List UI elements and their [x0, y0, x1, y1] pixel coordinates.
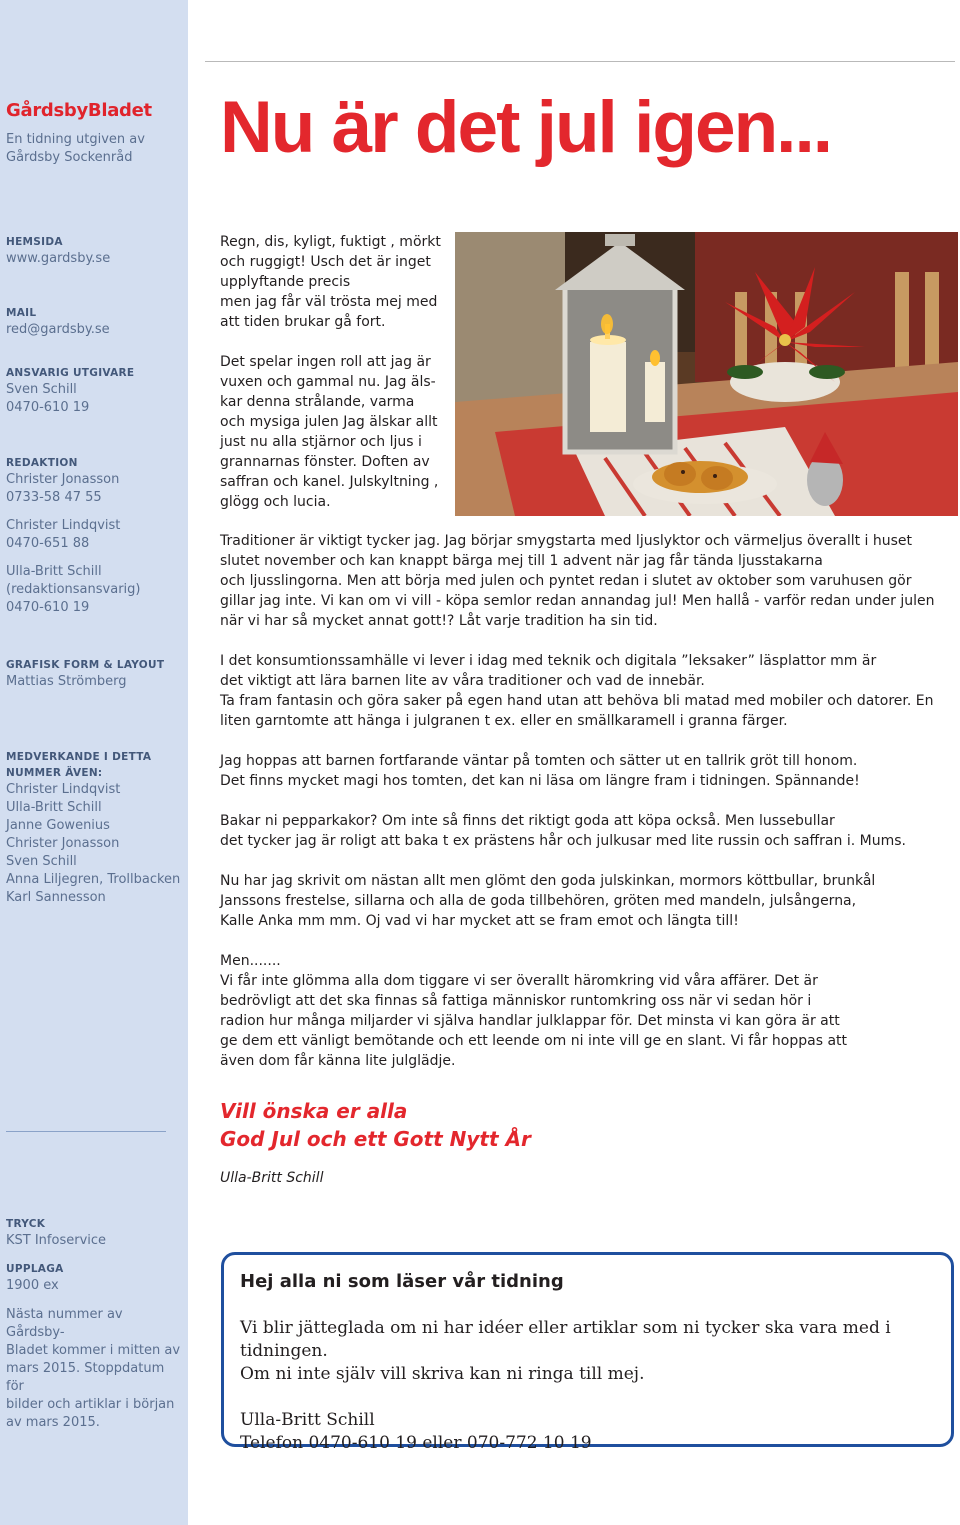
text-line: Ta fram fantasin och göra saker på egen hand utan att behöva bli matad med mobiler och datorer. En: [220, 693, 934, 709]
hemsida-link[interactable]: www.gardsby.se: [6, 251, 111, 266]
greeting-line: Vill önska er alla: [220, 1099, 408, 1123]
redaktion-phone: 0470-610 19: [6, 600, 90, 615]
text-line: och ruggigt! Usch det är inget: [220, 254, 431, 270]
text-line: saffran och kanel. Julskyltning ,: [220, 474, 439, 490]
callout-name: Ulla-Britt Schill: [240, 1410, 375, 1430]
text-line: vuxen och gammal nu. Jag äls-: [220, 374, 436, 390]
grafisk-block: [6, 657, 184, 691]
text-line: just nu alla stjärnor och ljus i: [220, 434, 422, 450]
text-line: och mysiga julen Jag älskar allt: [220, 414, 438, 430]
medverkande-label: MEDVERKANDE I DETTA: [6, 751, 152, 763]
text-line: I det konsumtionssamhälle vi lever i idag med teknik och digitala ”leksaker” läsplattor mm är: [220, 653, 877, 669]
text-line: men jag får väl trösta mej med: [220, 294, 438, 310]
redaktion-note: (redaktionsansvarig): [6, 582, 141, 597]
medverkande-name: Karl Sannesson: [6, 890, 106, 905]
redaktion-name: Christer Jonasson: [6, 472, 120, 487]
utgivare-block: [6, 365, 184, 417]
hemsida-label: HEMSIDA: [6, 236, 63, 248]
mail-link[interactable]: red@gardsby.se: [6, 322, 110, 337]
nasta-nummer: [6, 1306, 184, 1432]
text-line: Kalle Anka mm mm. Oj vad vi har mycket att se fram emot och längta till!: [220, 913, 739, 929]
nasta-line: Bladet kommer i mitten av: [6, 1343, 181, 1358]
signature: Ulla-Britt Schill: [220, 1170, 324, 1186]
text-line: kar denna strålande, varma: [220, 394, 415, 410]
text-line: Janssons frestelse, sillarna och alla de goda tillbehören, gröten med mandeln, julsångerna,: [220, 893, 857, 909]
masthead-tagline: [6, 131, 184, 167]
upplaga-value: 1900 ex: [6, 1278, 59, 1293]
callout-body: [240, 1317, 940, 1455]
text-line: bedrövligt att det ska finnas så fattiga människor runtomkring oss när vi sedan hör i: [220, 993, 812, 1009]
tryck-name: KST Infoservice: [6, 1233, 107, 1248]
text-line: radion hur många miljarder vi själva handlar julklappar för. Det minsta vi kan göra är att: [220, 1013, 840, 1029]
text-line: slutet november och kan knappt bärga mej till 1 advent när jag får tända ljusstakarna: [220, 553, 823, 569]
grafisk-name: Mattias Strömberg: [6, 674, 127, 689]
callout-phone: Telefon 0470-610 19 eller 070-772 10 19: [240, 1433, 592, 1453]
text-line: det viktigt att lära barnen lite av våra traditioner och vad de innebär.: [220, 673, 705, 689]
medverkande-block: [6, 749, 184, 907]
text-line: det tycker jag är roligt att baka t ex prästens hår och julkusar med lite russin och saffran i. Mums.: [220, 833, 906, 849]
text-line: upplyftande precis: [220, 274, 351, 290]
medverkande-name: Christer Jonasson: [6, 836, 120, 851]
text-line: Vi får inte glömma alla dom tiggare vi ser överallt häromkring vid våra affärer. Det är: [220, 973, 818, 989]
text-line: ge dem ett vänligt bemötande och ett leende om ni inte vill ge en slant. Vi får hoppas att: [220, 1033, 847, 1049]
grafisk-label: GRAFISK FORM & LAYOUT: [6, 659, 165, 671]
text-line: Det finns mycket magi hos tomten, det kan ni läsa om längre fram i tidningen. Spännande!: [220, 773, 860, 789]
tagline-line: Gårdsby Sockenråd: [6, 150, 133, 165]
callout-line: Vi blir jätteglada om ni har idéer eller artiklar som ni tycker ska vara med i tidningen.: [240, 1318, 891, 1361]
redaktion-phone: 0733-58 47 55: [6, 490, 102, 505]
article-paragraph: [220, 871, 955, 931]
greeting-line: God Jul och ett Gott Nytt År: [220, 1127, 531, 1151]
article-paragraph: [220, 651, 955, 731]
mail-label: MAIL: [6, 307, 37, 319]
redaktion-block: [6, 455, 184, 617]
redaktion-phone: 0470-651 88: [6, 536, 90, 551]
text-line: Nu har jag skrivit om nästan allt men glömt den goda julskinkan, mormors köttbullar, brunkål: [220, 873, 876, 889]
redaktion-label: REDAKTION: [6, 457, 78, 469]
text-line: även dom får känna lite julglädje.: [220, 1053, 456, 1069]
utgivare-label: ANSVARIG UTGIVARE: [6, 367, 135, 379]
text-line: grannarnas fönster. Doften av: [220, 454, 430, 470]
text-line: Jag hoppas att barnen fortfarande väntar på tomten och sätter ut en tallrik gröt till honom.: [220, 753, 858, 769]
text-line: och ljusslingorna. Men att börja med julen och pyntet redan i slutet av oktober som varuhusen gör: [220, 573, 912, 589]
reader-callout-box: [221, 1252, 954, 1453]
callout-title: Hej alla ni som läser vår tidning: [240, 1271, 564, 1292]
article-paragraph: [220, 951, 955, 1071]
medverkande-name: Anna Liljegren, Trollbacken: [6, 872, 181, 887]
text-line: Regn, dis, kyligt, fuktigt , mörkt: [220, 234, 441, 250]
callout-line: Om ni inte själv vill skriva kan ni ringa till mej.: [240, 1364, 645, 1384]
medverkande-name: Janne Gowenius: [6, 818, 110, 833]
text-line: att tiden brukar gå fort.: [220, 314, 386, 330]
nasta-line: bilder och artiklar i början: [6, 1397, 175, 1412]
text-line: liten garntomte att hänga i julgranen t ex. eller en smällkaramell i granna färger.: [220, 713, 788, 729]
article-body: [220, 531, 955, 1071]
text-line: när vi har så mycket annat gott!? Låt varje tradition ha sin tid.: [220, 613, 658, 629]
intro-paragraph: [220, 232, 452, 332]
mail-block: [6, 305, 184, 339]
utgivare-phone: 0470-610 19: [6, 400, 90, 415]
medverkande-label: NUMMER ÄVEN:: [6, 767, 103, 779]
hemsida-block: [6, 234, 184, 268]
text-line: Traditioner är viktigt tycker jag. Jag börjar smygstarta med ljuslyktor och värmeljus överallt i huset: [220, 533, 913, 549]
text-line: gillar jag inte. Vi kan om vi vill - köpa semlor redan annandag jul! Men hallå - varför redan under julen: [220, 593, 935, 609]
text-line: Det spelar ingen roll att jag är: [220, 354, 431, 370]
tryck-block: [6, 1216, 184, 1250]
intro-paragraph: [220, 352, 452, 512]
headline: Nu är det jul igen...: [220, 87, 832, 168]
masthead-logo: GårdsbyBladet: [6, 100, 152, 121]
text-line: glögg och lucia.: [220, 494, 331, 510]
text-line: Bakar ni pepparkakor? Om inte så finns det riktigt goda att köpa också. Men lussebullar: [220, 813, 835, 829]
upplaga-label: UPPLAGA: [6, 1263, 64, 1275]
redaktion-name: Christer Lindqvist: [6, 518, 121, 533]
christmas-photo: [455, 232, 958, 516]
nasta-line: Nästa nummer av Gårdsby-: [6, 1307, 123, 1340]
upplaga-block: [6, 1261, 184, 1295]
medverkande-name: Christer Lindqvist: [6, 782, 121, 797]
nasta-line: mars 2015. Stoppdatum för: [6, 1361, 165, 1394]
intro-column: [220, 232, 452, 512]
sidebar-divider: [6, 1131, 166, 1132]
tagline-line: En tidning utgiven av: [6, 132, 145, 147]
redaktion-name: Ulla-Britt Schill: [6, 564, 102, 579]
utgivare-name: Sven Schill: [6, 382, 77, 397]
medverkande-name: Sven Schill: [6, 854, 77, 869]
article-paragraph: [220, 751, 955, 791]
article-paragraph: [220, 811, 955, 851]
greeting: [220, 1097, 531, 1153]
tryck-label: TRYCK: [6, 1218, 46, 1230]
text-line: Men.......: [220, 953, 281, 969]
article-paragraph: [220, 531, 955, 631]
medverkande-name: Ulla-Britt Schill: [6, 800, 102, 815]
nasta-line: av mars 2015.: [6, 1415, 100, 1430]
top-divider: [205, 61, 955, 62]
